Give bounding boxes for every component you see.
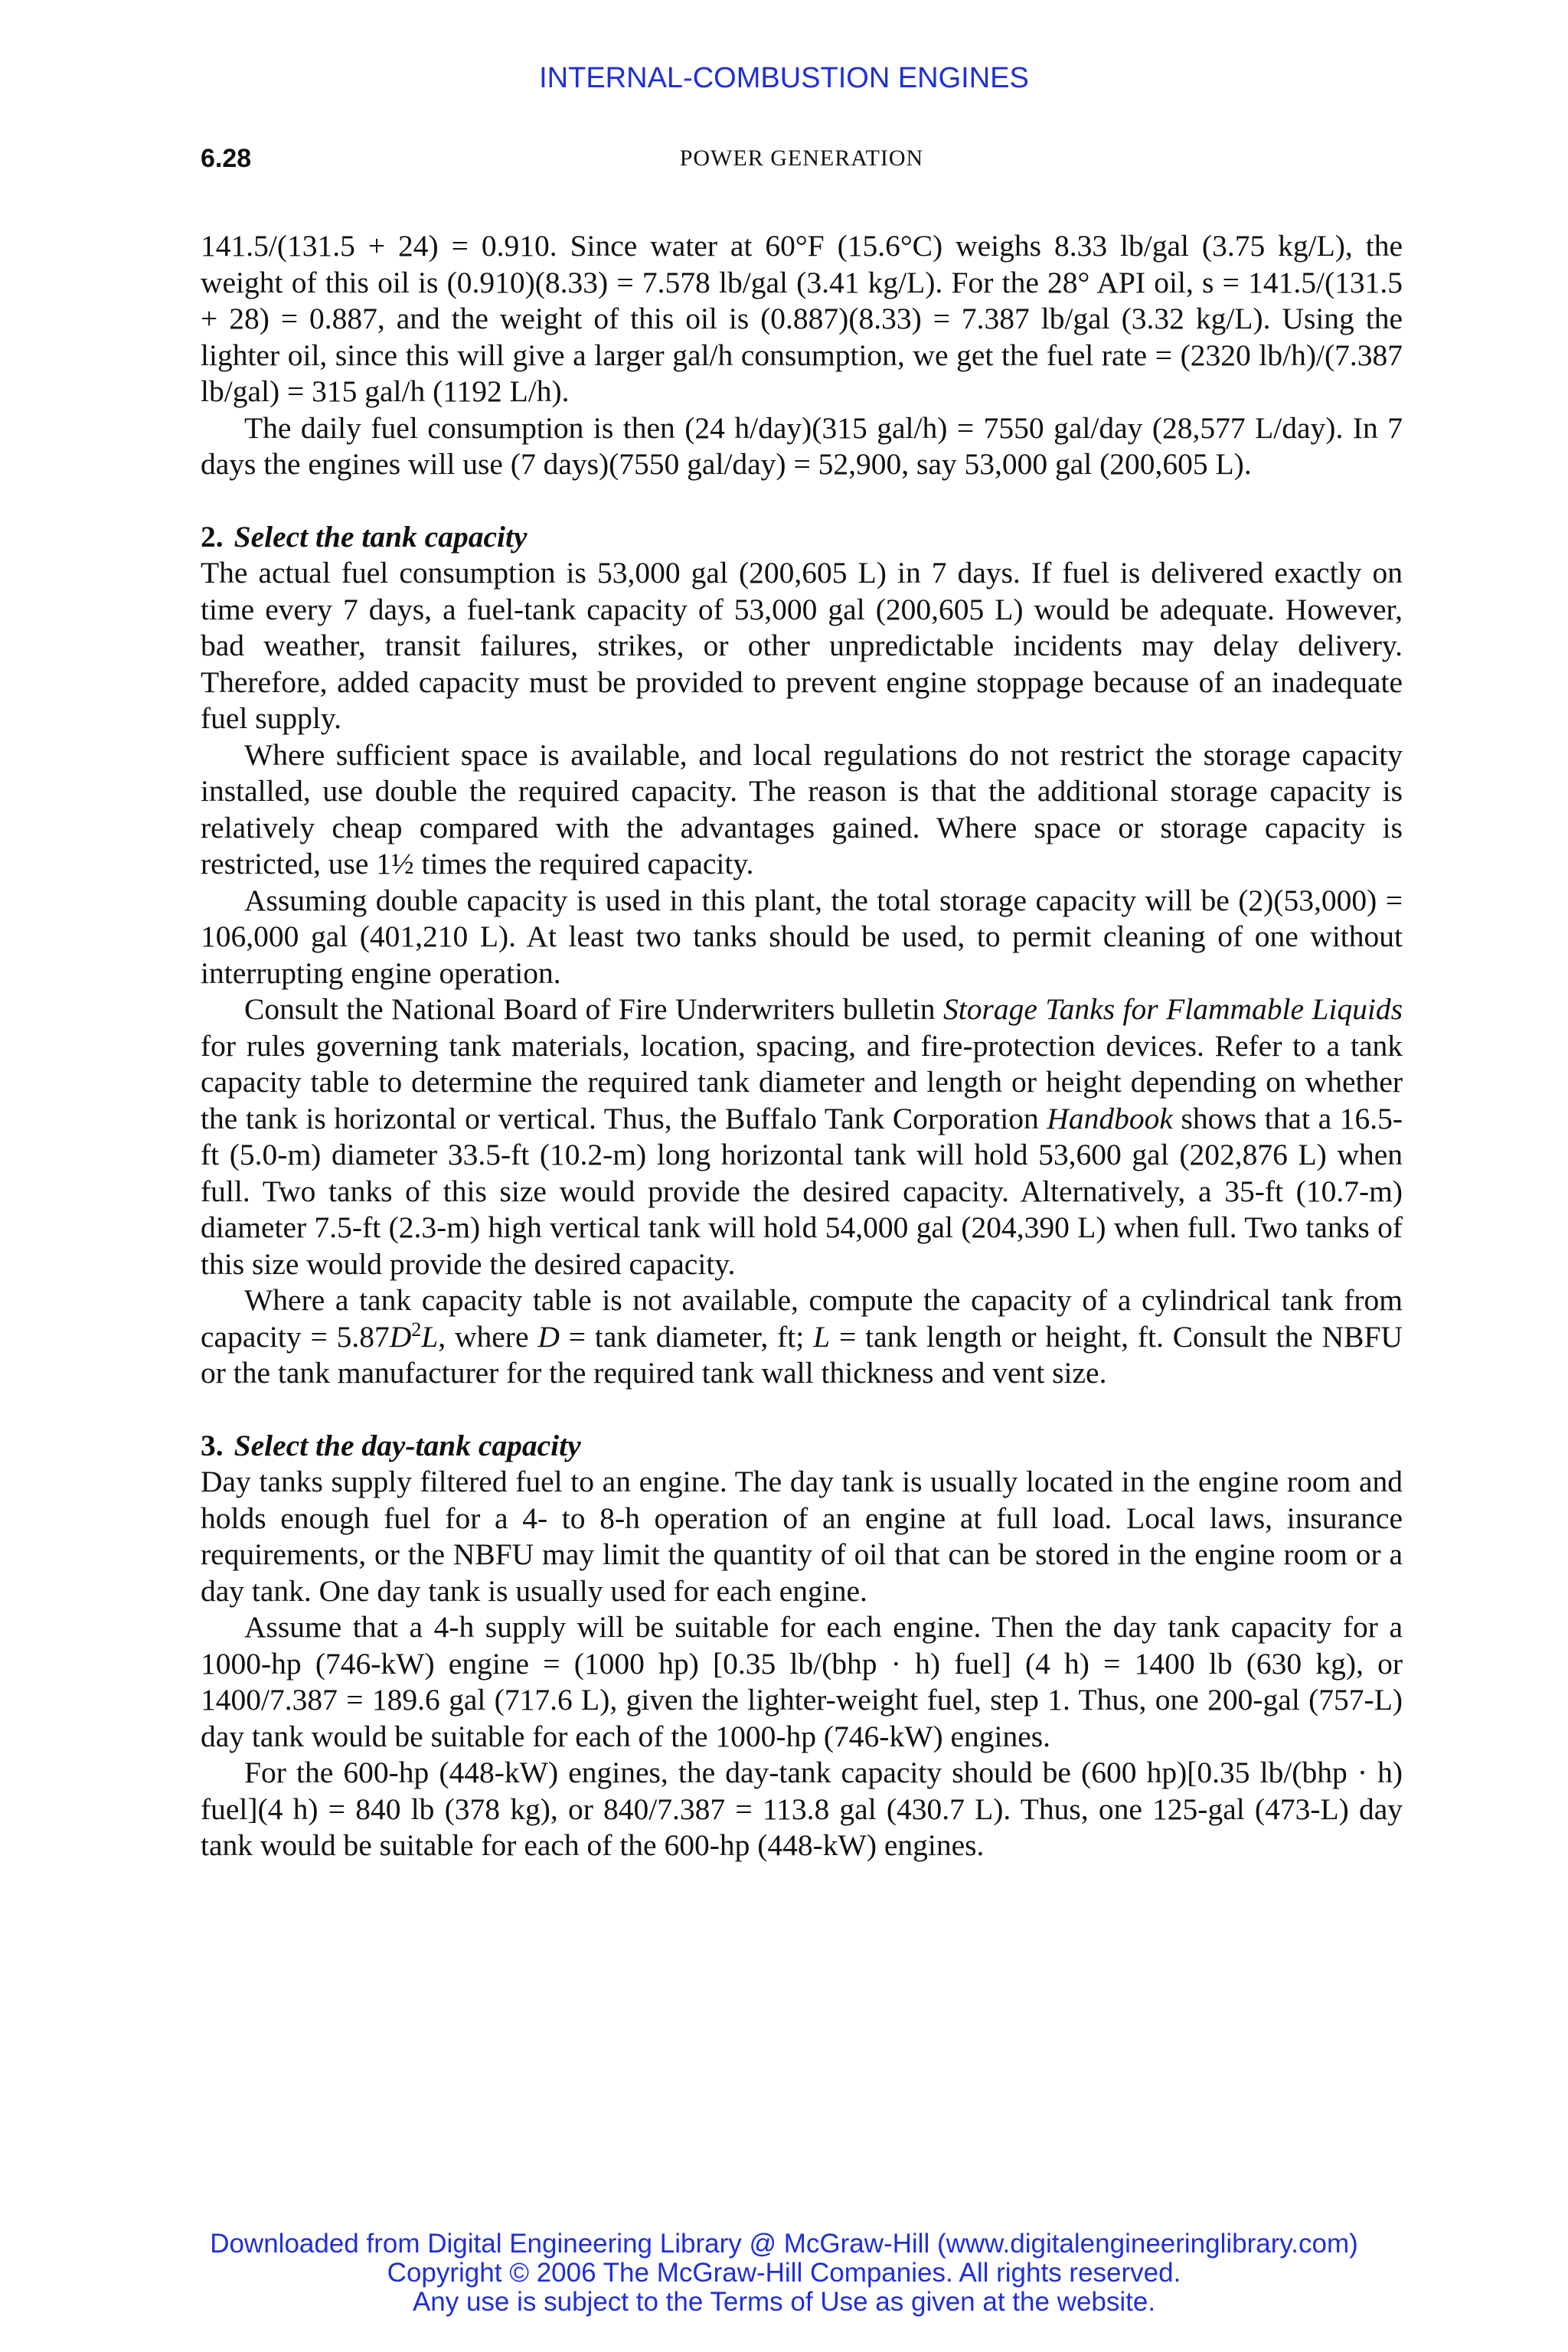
paragraph-8: Day tanks supply filtered fuel to an engine. The day tank is usually located in the engine room and holds enough fuel for a 4- to 8-h operation of an engine at full load. Local laws, insurance requirements, or the NBFU may limit the quantity of oil that can be stored in the engine room or a day tank. One day tank is usually used for each engine.: [201, 1465, 1403, 1608]
chapter-banner: INTERNAL-COMBUSTION ENGINES: [539, 62, 1029, 94]
running-title: POWER GENERATION: [679, 145, 924, 171]
paragraph-4: Where sufficient space is available, and local regulations do not restrict the storage capacity installed, use double the required capacity. The reason is that the additional storage capacity is relatively cheap compared with the advantages gained. Where space or storage capacity is restricted, use 1½ times the required capacity.: [201, 737, 1403, 880]
paragraph-6-text-c: shows that a 16.5-ft (5.0-m) diameter 33.5-ft (10.2-m) long horizontal tank will hold 53,600 gal (202,876 L) when full. Two tanks of this size would provide the desired capacity. Alternatively, a 35-ft (10.7-m) diameter 7.5-ft (2.3-m) high vertical tank will hold 54,000 gal (204,390 L) when full. Two tanks of this size would provide the desired capacity.: [201, 1101, 1403, 1281]
step-2-number: 2.: [201, 519, 224, 554]
paragraph-6-text-b: for rules governing tank materials, location, spacing, and fire-protection devices. Refer to a tank capacity table to determine the required tank diameter and length or height depending on whether the tank is horizontal or vertical. Thus, the Buffalo Tank Corporation: [201, 1028, 1403, 1135]
paragraph-1: 141.5/(131.5 + 24) = 0.910. Since water at 60°F (15.6°C) weighs 8.33 lb/gal (3.75 kg/L), the weight of this oil is (0.910)(8.33) = 7.578 lb/gal (3.41 kg/L). For the 28° API oil, s = 141.5/(131.5 + 28) = 0.887, and the weight of this oil is (0.887)(8.33) = 7.387 lb/gal (3.32 kg/L). Using the lighter oil, since this will give a larger gal/h consumption, we get the fuel rate = (2320 lb/h)/(7.387 lb/gal) = 315 gal/h (1192 L/h).: [201, 229, 1403, 408]
var-l-def: L: [813, 1319, 831, 1354]
step-2-title: Select the tank capacity: [234, 519, 528, 554]
footer: [0, 2230, 1568, 2317]
bulletin-title: Storage Tanks for Flammable Liquids: [943, 992, 1403, 1026]
footer-download-line[interactable]: Downloaded from Digital Engineering Library @ McGraw-Hill (www.digitalengineeringlibrary.com): [210, 2229, 1358, 2259]
var-d-def: D: [537, 1319, 560, 1354]
body-text: [201, 228, 1403, 1864]
step-3-title: Select the day-tank capacity: [234, 1428, 581, 1462]
paragraph-2: The daily fuel consumption is then (24 h/day)(315 gal/h) = 7550 gal/day (28,577 L/day). In 7 days the engines will use (7 days)(7550 gal/day) = 52,900, say 53,000 gal (200,605 L).: [201, 410, 1403, 481]
paragraph-5: Assuming double capacity is used in this plant, the total storage capacity will be (2)(53,000) = 106,000 gal (401,210 L). At least two tanks should be used, to permit cleaning of one without interrupting engine operation.: [201, 883, 1403, 990]
paragraph-9: Assume that a 4-h supply will be suitable for each engine. Then the day tank capacity for a 1000-hp (746-kW) engine = (1000 hp) [0.35 lb/(bhp · h) fuel] (4 h) = 1400 lb (630 kg), or 1400/7.387 = 189.6 gal (717.6 L), given the lighter-weight fuel, step 1. Thus, one 200-gal (757-L) day tank would be suitable for each of the 1000-hp (746-kW) engines.: [201, 1610, 1403, 1753]
paragraph-3: The actual fuel consumption is 53,000 gal (200,605 L) in 7 days. If fuel is delivered exactly on time every 7 days, a fuel-tank capacity of 53,000 gal (200,605 L) would be adequate. However, bad weather, transit failures, strikes, or other unpredictable incidents may delay delivery. Therefore, added capacity must be provided to prevent engine stoppage because of an inadequate fuel supply.: [201, 556, 1403, 735]
handbook-title: Handbook: [1047, 1101, 1173, 1135]
paragraph-10: For the 600-hp (448-kW) engines, the day-tank capacity should be (600 hp)[0.35 lb/(bhp · h) fuel](4 h) = 840 lb (378 kg), or 840/7.387 = 113.8 gal (430.7 L). Thus, one 125-gal (473-L) day tank would be suitable for each of the 600-hp (448-kW) engines.: [201, 1756, 1403, 1862]
page-number: 6.28: [201, 144, 252, 173]
paragraph-7-text-b: , where: [438, 1319, 538, 1354]
step-3-heading: [201, 1428, 1403, 1465]
footer-copyright-line: Copyright © 2006 The McGraw-Hill Companies. All rights reserved.: [387, 2258, 1181, 2288]
paragraph-7-text-d: = tank length or height, ft. Consult the NBFU or the tank manufacturer for the required tank wall thickness and vent size.: [201, 1319, 1403, 1390]
footer-terms-line[interactable]: Any use is subject to the Terms of Use as given at the website.: [412, 2287, 1156, 2317]
paragraph-6: [201, 991, 1403, 1282]
exponent: 2: [411, 1318, 422, 1341]
paragraph-7: [201, 1282, 1403, 1392]
var-l: L: [421, 1319, 439, 1354]
running-head: [201, 139, 1403, 178]
step-3-number: 3.: [201, 1428, 224, 1462]
var-d: D: [389, 1319, 412, 1354]
paragraph-7-text-a: Where a tank capacity table is not available, compute the capacity of a cylindrical tank from capacity = 5.87: [201, 1283, 1403, 1354]
paragraph-7-text-c: = tank diameter, ft;: [559, 1319, 814, 1354]
paragraph-6-text-a: Consult the National Board of Fire Underwriters bulletin: [244, 992, 943, 1026]
step-2-heading: [201, 519, 1403, 556]
